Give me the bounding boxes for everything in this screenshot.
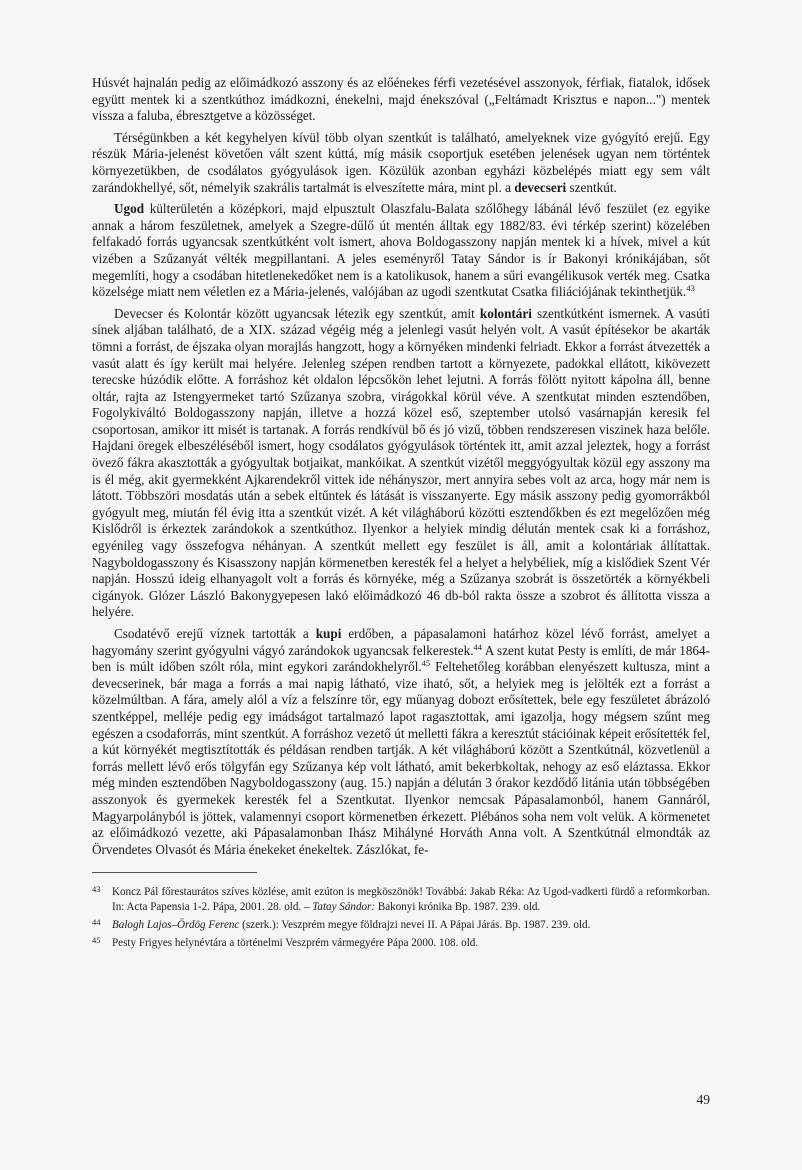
footnotes <box>92 885 710 950</box>
bold-kolontari: kolontári <box>479 305 532 321</box>
footnote-ref-43: 43 <box>686 283 695 294</box>
footnote-44: 44 Balogh Lajos–Ördög Ferenc (szerk.): Veszprém megye földrajzi nevei II. A Pápai Járás. Bp. 1987. 239. old. <box>92 916 591 931</box>
paragraph-kupi: Csodatévő erejű víznek tartották a kupi erdőben, a pápasalamoni határhoz közel lévő forrást, amelyet a hagyomány szerint gyógyulni vágyó zarándokok ugyancsak felkerestek.$^{44}$ A szent kutat Pesty is említi, de már 1864-ben is múlt időben szólt róla, mint egykori zarándokhelyről.$^{45}$ Feltehetőleg korábban elenyészett kultusza, mint a devecserinek, bár maga a forrás a mai napig látható, vize iható, sőt, a helyiek meg is jelölték ezt a forrást a közelmúltban. A fára, amely alól a víz a felszínre tör, egy műanyag dobozt erősítettek, bele egy feszületet ábrázoló szentképpel, melléje pedig egy imádságot tartalmazó lapot ragasztottak, ami igazolja, hogy mégsem szűnt meg egészen a csodaforrás, mint szentkút. A forráshoz vezető út melletti fákra a keresztút stációinak képeit erősítették fel, a kút környékét megtisztították és példásan rendben tartják. A két világháború között a Szentkútnál, közvetlenül a forrás mellett lévő erős tölgyfán egy Szűzanya kép volt látható, amit bekerbkoltak, nehogy az eső eláztassa. Ekkor még minden esztendőben Nagyboldogasszony (aug. 15.) napján a délután 3 órakor kezdődő litánia után többségében asszonyok és gyermekek keresték fel a Szentkutat. Ilyenkor nemcsak Pápasalamonból, hanem Gannáról, Magyarpolányból is jöttek, valamennyi csoport körmenetben érkezett. Plébános soha nem volt velük. A körmenetet az előimádkozó vezette, aki Pápasalamonban Ihász Mihályné Horváth Anna volt. A Szentkútnál elmondták az Örvendetes Olvasót és Mária énekeket énekeltek. Zászlókat, fe- <box>92 626 710 857</box>
footnote-ref-44: 44 <box>473 641 483 652</box>
footnote-43: 43 Koncz Pál főrestaurátos szíves közlése, amit ezúton is megköszönök! Továbbá: Jakab Réka: Az Ugod-vadkerti fürdő a reformkorban. In: Acta Papensia 1-2. Pápa, 2001. 28. old. – Tatay Sándor: Bakonyi krónika Bp. 1987. 239. old. <box>92 884 710 913</box>
footnote-divider <box>92 872 257 879</box>
paragraph-healing-springs: Térségünkben a két kegyhelyen kívül több olyan szentkút is található, amelyeknek vize gyógyító erejű. Egy részük Mária-jelenést követően vált szent kúttá, míg másik csoportjuk esetében jelenések ugyan nem történtek környezetükben, de csodálatos gyógyulások igen. Közülük azonban egyházi közbelépés miatt egy sem vált zarándokhellyé, sőt, némelyik szakrális tartalmát is elveszítette mára, mint pl. a devecseri szentkút. <box>92 129 710 195</box>
paragraph-kolontar: Devecser és Kolontár között ugyancsak létezik egy szentkút, amit kolontári szentkútként ismernek. A vasúti sínek aljában található, de a XIX. század végéig még a jelenlegi vasút helyén volt. A vasút építésekor be akarták tömni a forrást, de éjszaka olyan morajlás hangzott, hogy a környéken mindenki felriadt. Ekkor a forrást átvezették a vasút alatt és így került mai helyére. Jelenleg szépen rendben tartott a környezete, padokkal ellátott, kikövezett terecske húzódik előtte. A forráshoz két oldalon lépcsőkön lehet lejutni. A forrás fölött nyitott kápolna áll, benne oltár, rajta az Istengyermeket tartó Szűzanya szobra, virágokkal körül véve. A szentkutat minden esztendőben, Fogolykiváltó Boldogasszony napján, illetve a hozzá közel eső, szeptember utolsó vasárnapján keresik fel csoportosan, amikor itt misét is tartanak. A forrás rendkívül bő és jó vizű, többen rendszeresen viszinek haza belőle. Hajdani öregek elbeszéléséből ismert, hogy csodálatos gyógyulások történtek itt, amit azzal jeleztek, hogy a forrást övező fákra akasztották a gyógyultak botjaikat, mankóikat. A szentkút vizétől meggyógyultak közül egy asszony ma is él még, akit gyermekként Ajkarendekről vittek ide néhányszor, mert annyira sebes volt az arca, hogy már nem is látott. Többszöri mosdatás után a sebek eltűntek és látását is visszanyerte. Egy másik asszony pedig gyomorrákból gyógyult meg, miután fél évig itta a szentkút vizét. A két világháború közötti esztendőkben és ezt megelőzően még Kislődről is érkeztek zarándokok a szentkúthoz. Ilyenkor a helyiek mindig délután mentek csak ki a forráshoz, egyénileg vagy összefogva néhányan. A szentkút mellett egy feszület is áll, amit a kolontáriak állítattak. Nagyboldogasszony és Kisasszony napján körmenetben keresték fel a helyet a helybéliek, míg a kislődiek Szent Vér napján. Hosszú ideig elhanyagolt volt a forrás és környéke, még a Szűzanya szobrát is összetörték a környékbeli cigányok. Glózer László Bakonygyepesen lakó előimádkozó 46 db-ból rakta össze a szobrot és állította vissza a helyére. <box>92 305 710 620</box>
bold-devecseri: devecseri <box>514 179 567 195</box>
body-text <box>92 75 710 858</box>
paragraph-easter: Húsvét hajnalán pedig az előimádkozó asszony és az előénekes férfi vezetésével asszonyok, férfiak, fiatalok, idősek együtt mentek ki a szentkúthoz imádkozni, énekelni, majd énekszóval („Feltámadt Krisztus e napon...") mentek vissza a faluba, ébresztgetve a közösséget. <box>92 75 710 124</box>
bold-ugod: Ugod <box>114 201 145 217</box>
paragraph-ugod: Ugod külterületén a középkori, majd elpusztult Olaszfalu-Balata szőlőhegy lábánál lévő feszület (ez egyike annak a három feszületnek, amelyek a Szegre-dűlő út mentén álltak egy 1882/83. évi térkép szerint) közelében felfakadó forrás ugyancsak szentkútként volt ismert, ahova Boldogasszony napján mentek ki a hívek, mivel a kút vizében a Szűzanyát vélték megpillantani. A jeles eseményről Tatay Sándor is ír Bakonyi krónikájában, sőt megemlíti, hogy a csodában hitetlenekedőket nem is a katolikusok, hanem a sűri evangélikusok verték meg. Csatka közelsége miatt nem véletlen ez a Mária-jelenés, valójában az ugodi szentkutat Csatka filiációjának tekinthetjük.$^{43}$ <box>92 201 710 300</box>
footnote-ref-45: 45 <box>421 658 431 669</box>
footnote-45: 45 Pesty Frigyes helynévtára a történelmi Veszprém vármegyére Pápa 2000. 108. old. <box>92 935 479 950</box>
bold-kupi: kupi <box>315 626 342 641</box>
page-number: 49 <box>696 1092 710 1107</box>
